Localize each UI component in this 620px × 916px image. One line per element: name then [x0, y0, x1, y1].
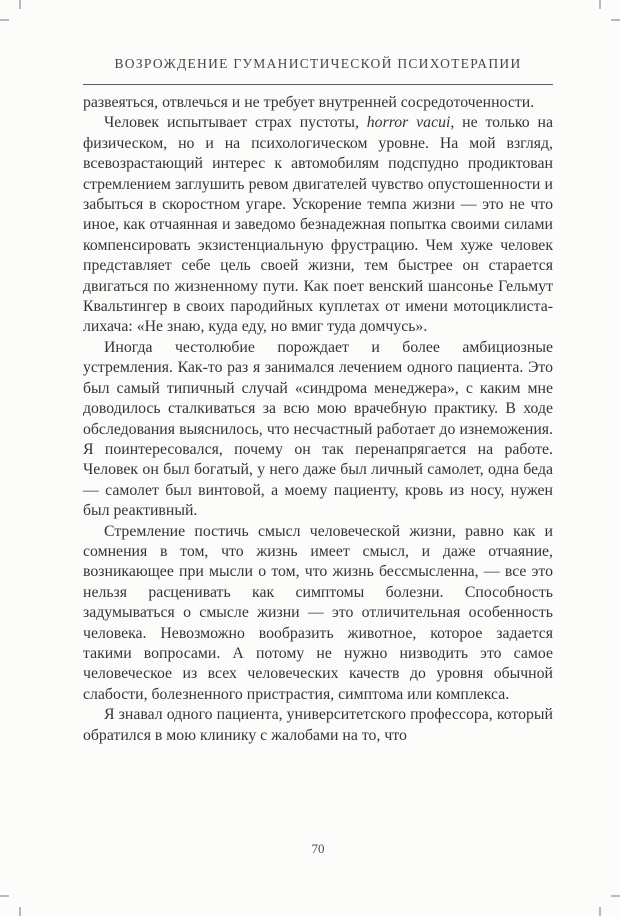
text-segment: Стремление постичь смысл человеческой жизни, равно как и сомнения в том, что жизнь имеет смысл, и даже отчаяние, возникающее при мысли о том, что жизнь бессмысленна, — все это нельзя расценивать как симптомы болезни. Способность задумываться о смысле жизни — это отличительная особенность человека. Невозможно вообразить животное, которое задается такими вопросами. А потому не нужно низводить это самое человеческое из всех человеческих качеств до уровня обычной слабости, болезненного пристрастия, симптома или комплекса.: [83, 522, 553, 703]
paragraph: [83, 705, 553, 746]
paragraph: [83, 522, 553, 706]
paragraph: [83, 338, 553, 522]
text-segment: , не только на физическом, но и на психологическом уровне. На мой взгляд, всевозрастающий интерес к автомобилям подспудно продиктован стремлением заглушить ревом двигателей чувство опустошенности и забыться в скоростном угаре. Ускорение темпа жизни — это не что иное, как отчаянная и заведомо безнадежная попытка своими силами компенсировать экзистенциальную фрустрацию. Чем хуже человек представляет себе цель своей жизни, тем быстрее он старается двигаться по жизненному пути. Как поет венский шансонье Гельмут Квальтингер в своих пародийных куплетах от имени мотоциклиста-лихача: «Не знаю, куда еду, но вмиг туда домчусь».: [83, 114, 553, 336]
body-text: [83, 93, 553, 746]
running-header: ВОЗРОЖДЕНИЕ ГУМАНИСТИЧЕСКОЙ ПСИХОТЕРАПИИ: [114, 56, 522, 71]
header-rule: [83, 84, 553, 85]
crop-mark-top-right-horizontal: [611, 19, 620, 21]
text-segment: Человек испытывает страх пустоты,: [104, 114, 367, 132]
text-segment: Иногда честолюбие порождает и более амбициозные устремления. Как-то раз я занимался лечением одного пациента. Это был самый типичный случай «синдрома менеджера», с каким мне доводилось сталкиваться за всю мою врачебную практику. В ходе обследования выяснилось, что несчастный работает до изнеможения. Я поинтересовался, почему он так перенапрягается на работе. Человек он был богатый, у него даже был личный самолет, одна беда — самолет был винтовой, а моему пациенту, кровь из носу, нужен был реактивный.: [83, 338, 553, 520]
crop-mark-top-left-horizontal: [0, 19, 9, 21]
crop-mark-top-left-vertical: [19, 0, 21, 9]
latin-italic-phrase: horror vacui: [366, 114, 451, 132]
paragraph: [83, 93, 553, 113]
crop-mark-bottom-left-vertical: [19, 907, 21, 916]
paragraph: [83, 113, 553, 337]
crop-mark-top-right-vertical: [599, 0, 601, 9]
text-segment: развеяться, отвлечься и не требует внутренней сосредоточенности.: [83, 94, 535, 111]
crop-mark-bottom-left-horizontal: [0, 895, 9, 897]
crop-mark-bottom-right-horizontal: [611, 895, 620, 897]
crop-mark-bottom-right-vertical: [599, 907, 601, 916]
text-segment: Я знавал одного пациента, университетского профессора, который обратился в мою клинику с жалобами на то, что: [83, 706, 553, 744]
page-number: 70: [311, 841, 325, 856]
